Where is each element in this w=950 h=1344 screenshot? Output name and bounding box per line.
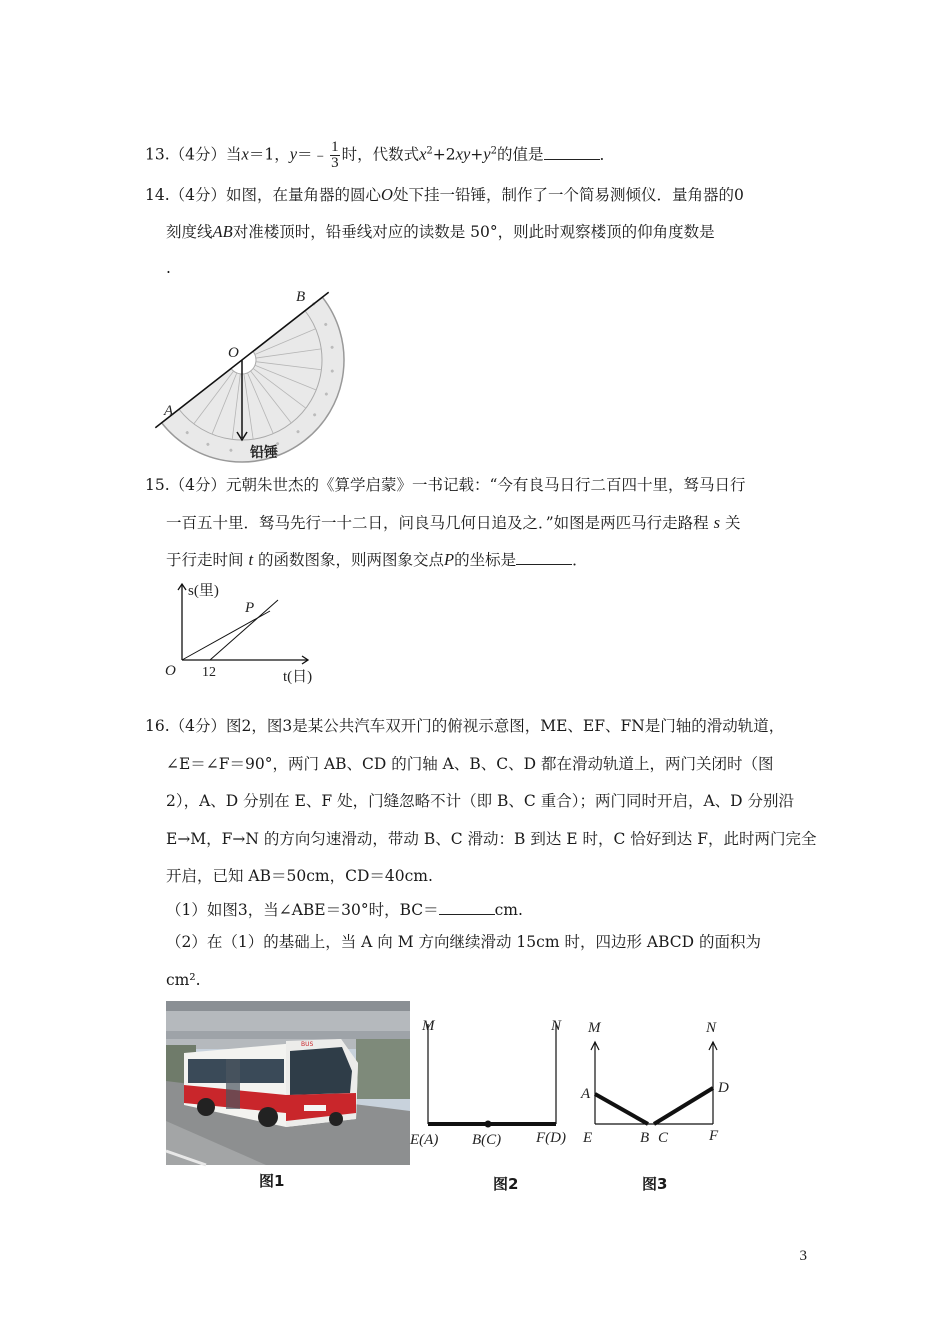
q16-line1 (145, 716, 784, 736)
label-B: B (640, 1130, 650, 1146)
fraction-denominator: 3 (331, 155, 339, 171)
tick-12: 12 (202, 665, 216, 680)
fraction (330, 140, 340, 171)
figure3-caption: 图3 (642, 1175, 668, 1193)
var-x: x (241, 144, 249, 164)
label-M: M (588, 1020, 601, 1036)
q14-text: . (166, 259, 171, 277)
expr-xy: xy (455, 144, 471, 164)
q13-line (145, 140, 615, 171)
q15-text: 的函数图象，则两图象交点 (257, 551, 444, 569)
q13-after-frac: 时，代数式 (341, 145, 420, 164)
label-D: D (718, 1080, 729, 1096)
q16-text: 16.（4分）图2，图3是某公共汽车双开门的俯视示意图，ME、EF、FN是门轴的滑动轨道， (145, 717, 785, 735)
q16-text: cm². (166, 971, 201, 989)
door-closed-diagram (408, 1012, 578, 1152)
q15-line1 (145, 475, 745, 495)
q15-text: 关 (724, 514, 741, 532)
expr-mid: +2 (432, 145, 456, 164)
q16-line3 (166, 791, 794, 811)
protractor-figure (160, 285, 350, 465)
q13-x-val: ＝1， (248, 145, 290, 164)
q15-text: 一百五十里．驽马先行一十二日，问良马几何日追及之．”如图是两匹马行走路程 (166, 514, 709, 532)
door-open-diagram (578, 1012, 738, 1152)
q16-text: （1）如图3，当∠ABE＝30°时，BC＝ (166, 901, 439, 919)
label-A: A (164, 403, 174, 419)
figure1-caption: 图1 (259, 1172, 285, 1190)
q16-text: （2）在（1）的基础上，当 A 向 M 方向继续滑动 15cm 时，四边形 ABCD 的面积为 (166, 933, 761, 951)
label-N: N (551, 1018, 562, 1034)
q15-text: 于行走时间 (166, 551, 244, 569)
q15-text: 15.（4分）元朝朱世杰的《算学启蒙》一书记载：“今有良马日行二百四十里，驽马日行 (145, 476, 746, 494)
q16-text: ∠E＝∠F＝90°，两门 AB、CD 的门轴 A、B、C、D 都在滑动轨道上，两门关闭时（图 (166, 755, 774, 773)
q16-line6 (166, 900, 523, 920)
answer-blank (439, 900, 495, 915)
var-y: y (289, 144, 298, 164)
x-axis-label: t(日) (283, 669, 313, 685)
fraction-numerator: 1 (331, 139, 339, 155)
q13-y-val: ＝﹣ (297, 145, 329, 164)
q14-line3 (166, 258, 171, 278)
q15-line2 (166, 513, 741, 533)
label-M: M (422, 1018, 435, 1034)
y-axis-label: s(里) (188, 583, 219, 599)
door-joint-BC (485, 1121, 492, 1128)
label-origin: O (165, 663, 176, 679)
q13-expr-end: 的值是 (497, 145, 544, 164)
q16-line5 (166, 866, 433, 886)
label-plumb: 铅锤 (250, 445, 278, 461)
page-number: 3 (799, 1248, 807, 1264)
distance-time-graph (160, 578, 330, 690)
label-FD: F(D) (536, 1130, 566, 1146)
q16-line7 (166, 932, 761, 952)
expr-x: x (419, 144, 427, 164)
q14-text: 对准楼顶时，铅垂线对应的读数是 50°，则此时观察楼顶的仰角度数是 (232, 223, 715, 241)
q15-text: 的坐标是 (454, 551, 517, 569)
expr-plus: + (470, 145, 484, 164)
q16-text: cm. (494, 901, 523, 919)
var-t: t (248, 550, 254, 569)
q14-line2 (166, 222, 715, 242)
q16-text: 开启，已知 AB＝50cm，CD＝40cm. (166, 867, 433, 885)
q14-text: 刻度线 (166, 223, 213, 241)
bus-photo (166, 1001, 410, 1165)
q14-text: 处下挂一铅锤，制作了一个简易测倾仪．量角器的0 (392, 186, 744, 204)
door-CD (654, 1088, 713, 1124)
label-A: A (581, 1086, 591, 1102)
q14-text: 14.（4分）如图，在量角器的圆心 (145, 186, 382, 204)
q13-end: ． (599, 145, 616, 164)
q14-line1 (145, 185, 744, 205)
label-C: C (658, 1130, 669, 1146)
svg-text:BUS: BUS (301, 1041, 314, 1048)
var-P: P (444, 550, 455, 569)
label-F: F (709, 1128, 719, 1144)
figure2-caption: 图2 (493, 1175, 519, 1193)
label-E: E (583, 1130, 593, 1146)
q16-text: E→M，F→N 的方向匀速滑动，带动 B、C 滑动：B 到达 E 时，C 恰好到达 F，此时两门完全 (166, 830, 817, 848)
var-AB: AB (212, 222, 233, 241)
label-B: B (296, 289, 306, 305)
q16-line2 (166, 754, 773, 774)
q16-line4 (166, 829, 816, 849)
q15-line3 (166, 550, 588, 570)
line-fast-horse (210, 600, 278, 660)
q15-text: ． (572, 551, 588, 569)
label-BC: B(C) (472, 1132, 502, 1148)
q13-prefix: 13.（4分）当 (145, 145, 242, 164)
label-EA: E(A) (410, 1132, 439, 1148)
q16-text: 2），A、D 分别在 E、F 处，门缝忽略不计（即 B、C 重合）；两门同时开启，A、D 分别沿 (166, 792, 794, 810)
label-O: O (228, 345, 239, 361)
expr-y: y (483, 144, 491, 164)
label-N: N (706, 1020, 717, 1036)
var-O: O (381, 185, 393, 204)
exponent: 2 (490, 145, 497, 157)
exponent: 2 (426, 145, 433, 157)
q16-line8 (166, 970, 201, 990)
var-s: s (713, 513, 721, 532)
door-AB (595, 1094, 648, 1124)
answer-blank (516, 550, 572, 565)
label-P: P (245, 600, 255, 616)
answer-blank (544, 145, 600, 160)
